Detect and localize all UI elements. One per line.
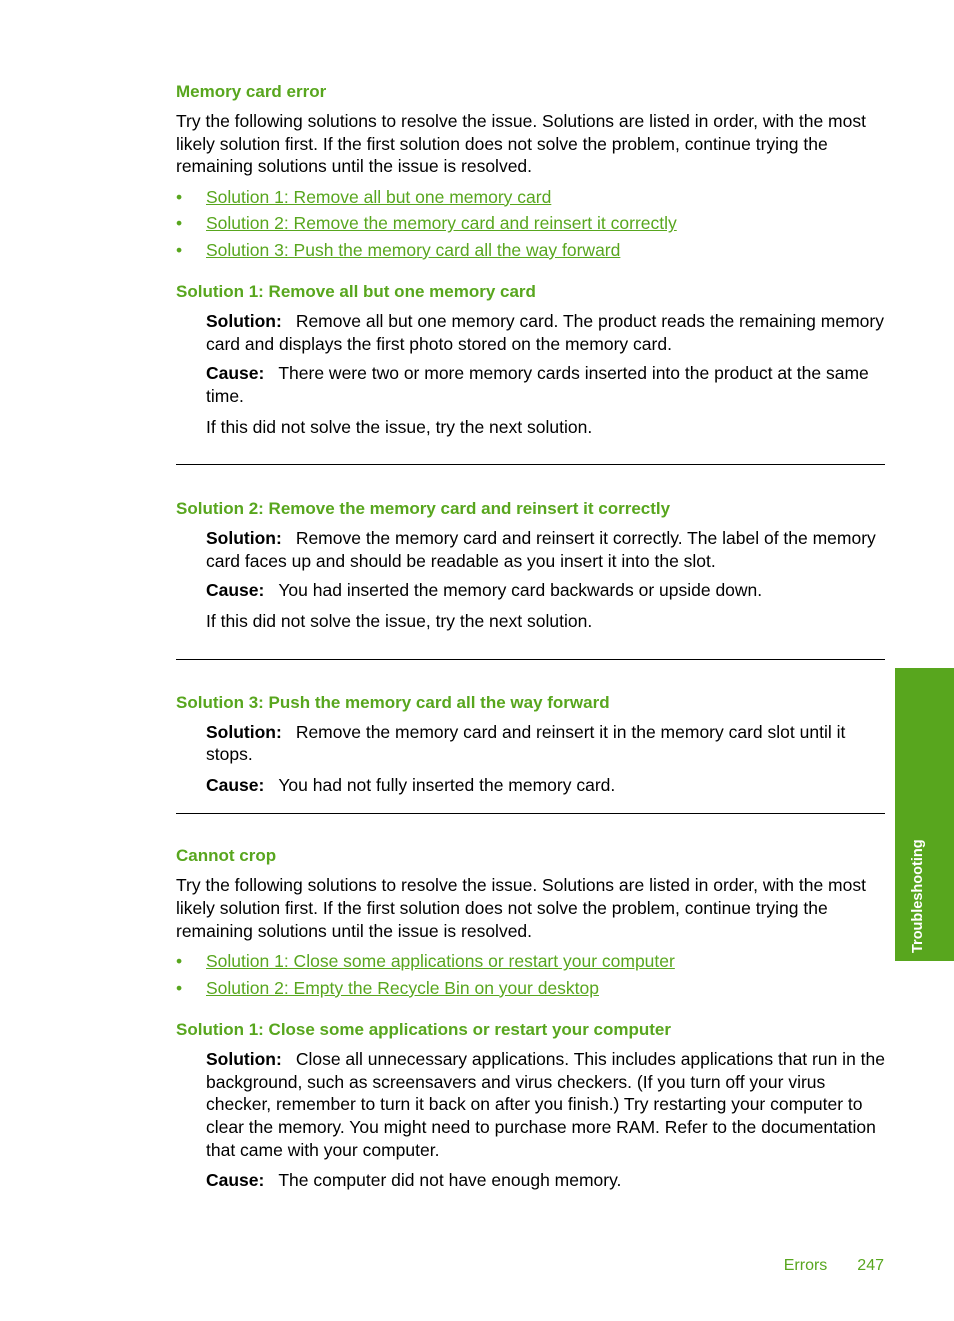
solution-label: Solution: xyxy=(206,528,282,549)
list-item: • Solution 3: Push the memory card all the way forward xyxy=(176,239,621,260)
crop-solution-1-body xyxy=(176,1048,886,1192)
cause-text: There were two or more memory cards inserted into the product at the same time. xyxy=(206,363,869,407)
solution-2-title: Solution 2: Remove the memory card and reinsert it correctly xyxy=(176,499,671,519)
link-solution-1[interactable]: Solution 1: Remove all but one memory card xyxy=(206,186,552,207)
intro-paragraph: Try the following solutions to resolve the issue. Solutions are listed in order, with the most likely solution first. If the first solution does not solve the problem, continue trying the remaining solutions until the issue is resolved. xyxy=(176,111,866,177)
solution-2-body xyxy=(176,527,886,632)
solution-paragraph xyxy=(206,721,886,766)
cause-label: Cause: xyxy=(206,1170,265,1191)
cause-text: You had inserted the memory card backwards or upside down. xyxy=(278,580,763,601)
solution-paragraph xyxy=(206,310,886,355)
cause-paragraph xyxy=(206,774,886,797)
solution-label: Solution: xyxy=(206,1049,282,1070)
divider xyxy=(176,659,885,660)
side-tab-label: Troubleshooting xyxy=(910,839,926,953)
section-title-cannot-crop: Cannot crop xyxy=(176,846,277,866)
link-crop-solution-2[interactable]: Solution 2: Empty the Recycle Bin on your desktop xyxy=(206,977,599,998)
solution-paragraph xyxy=(206,1048,886,1161)
cause-paragraph xyxy=(206,1169,886,1192)
cause-label: Cause: xyxy=(206,774,265,795)
solution-3-body xyxy=(176,721,886,797)
solution-label: Solution: xyxy=(206,311,282,332)
page-number: 247 xyxy=(857,1257,884,1274)
cause-label: Cause: xyxy=(206,363,265,384)
solution-text: Close all unnecessary applications. This includes applications that run in the background, such as screensavers and virus checkers. (If you turn off your virus checker, remember to turn it back on after you finish.) Try restarting your computer to clear the memory. You might need to purchase more RAM. Refer to the documentation that came with your computer. xyxy=(206,1049,885,1160)
side-tab-troubleshooting xyxy=(895,668,954,961)
link-crop-solution-1[interactable]: Solution 1: Close some applications or restart your computer xyxy=(206,951,675,972)
list-item: • Solution 2: Remove the memory card and reinsert it correctly xyxy=(176,213,677,234)
solution-text: Remove the memory card and reinsert it in the memory card slot until it stops. xyxy=(206,721,846,765)
crop-solution-1-title: Solution 1: Close some applications or restart your computer xyxy=(176,1020,671,1040)
solution-1-title: Solution 1: Remove all but one memory card xyxy=(176,282,536,302)
page-content xyxy=(176,80,886,1192)
section-title-memory-card-error: Memory card error xyxy=(176,82,327,101)
list-item: • Solution 2: Empty the Recycle Bin on your desktop xyxy=(176,977,599,998)
intro-paragraph: Try the following solutions to resolve the issue. Solutions are listed in order, with the most likely solution first. If the first solution does not solve the problem, continue trying the remaining solutions until the issue is resolved. xyxy=(176,875,866,941)
solution-3-title: Solution 3: Push the memory card all the way forward xyxy=(176,692,610,712)
cause-text: You had not fully inserted the memory card. xyxy=(278,774,616,795)
solution-1-body xyxy=(176,310,886,438)
list-item: • Solution 1: Close some applications or restart your computer xyxy=(176,951,675,972)
solution-links xyxy=(176,186,886,266)
divider xyxy=(176,813,885,814)
next-solution-note: If this did not solve the issue, try the next solution. xyxy=(206,416,593,437)
solution-text: Remove all but one memory card. The product reads the remaining memory card and displays the first photo stored on the memory card. xyxy=(206,311,884,354)
link-solution-2[interactable]: Solution 2: Remove the memory card and reinsert it correctly xyxy=(206,213,677,234)
cause-paragraph xyxy=(206,579,886,602)
page-footer xyxy=(784,1257,884,1275)
solution-text: Remove the memory card and reinsert it correctly. The label of the memory card faces up and should be readable as you insert it into the slot. xyxy=(206,528,876,571)
solution-label: Solution: xyxy=(206,721,282,742)
solution-paragraph xyxy=(206,527,886,572)
cause-text: The computer did not have enough memory. xyxy=(278,1170,622,1191)
cause-label: Cause: xyxy=(206,580,265,601)
next-solution-note: If this did not solve the issue, try the next solution. xyxy=(206,611,593,632)
footer-section: Errors xyxy=(783,1257,828,1274)
divider xyxy=(176,464,885,465)
link-solution-3[interactable]: Solution 3: Push the memory card all the way forward xyxy=(206,239,621,260)
cause-paragraph xyxy=(206,362,886,407)
solution-links xyxy=(176,950,886,1003)
list-item: • Solution 1: Remove all but one memory card xyxy=(176,186,552,207)
